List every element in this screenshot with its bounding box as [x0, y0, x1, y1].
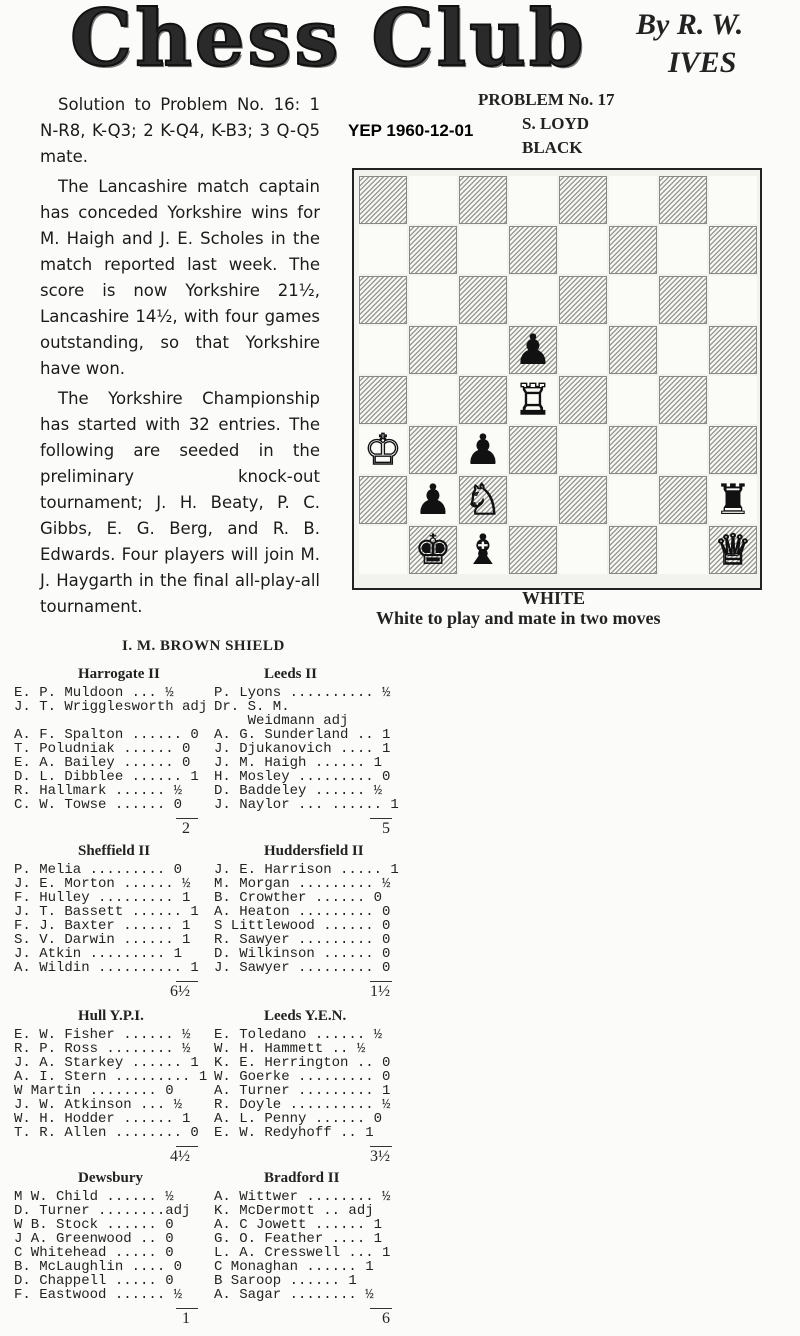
player-row: J. E. Harrison ..... 1 [214, 862, 399, 878]
board-square [559, 426, 607, 474]
player-row: B. McLaughlin .... 0 [14, 1259, 183, 1275]
board-square [559, 526, 607, 574]
problem-title: PROBLEM No. 17 [478, 90, 615, 109]
team-name: Leeds II [264, 666, 317, 682]
board-square [509, 526, 557, 574]
player-results [214, 1190, 390, 1302]
board-square [359, 476, 407, 524]
board-square [659, 476, 707, 524]
player-row: A. Heaton ......... 0 [214, 904, 391, 920]
board-square [359, 326, 407, 374]
white-knight-icon: ♘ [464, 475, 502, 524]
player-row: P. Melia ......... 0 [14, 862, 183, 878]
board-square [609, 426, 657, 474]
board-square [609, 526, 657, 574]
team-name: Huddersfield II [264, 843, 364, 859]
player-row: J A. Greenwood .. 0 [14, 1231, 174, 1247]
player-row: M. Morgan ......... ½ [214, 876, 391, 892]
player-row: S. V. Darwin ...... 1 [14, 932, 191, 948]
player-row: F. Eastwood ...... ½ [14, 1287, 183, 1303]
player-row: T. Poludniak ...... 0 [14, 741, 191, 757]
board-square [659, 426, 707, 474]
player-row: C Monaghan ...... 1 [214, 1259, 374, 1275]
player-row: E. W. Fisher ...... ½ [14, 1027, 191, 1043]
total-rule [370, 818, 392, 819]
board-square [409, 426, 457, 474]
player-row: B. Crowther ...... 0 [214, 890, 383, 906]
article-column [40, 92, 320, 624]
team-total: 1 [182, 1310, 190, 1327]
player-row: J. Naylor ... ...... 1 [214, 797, 399, 813]
player-row: W. H. Hodder ...... 1 [14, 1111, 191, 1127]
board-square [709, 376, 757, 424]
team-name: Sheffield II [78, 843, 151, 859]
player-row: A. I. Stern ......... 1 [14, 1069, 208, 1085]
match-report-paragraph: The Lancashire match captain has conceded Yorkshire wins for M. Haigh and J. E. Scholes in the match reported last week. The score is now Yorkshire 21½, Lancashire 14½, with four games outstanding, so that Yorkshire have won. [40, 177, 320, 378]
player-row: F. J. Baxter ...... 1 [14, 918, 191, 934]
player-row: L. A. Cresswell ... 1 [214, 1245, 391, 1261]
player-row: A. C Jowett ...... 1 [214, 1217, 383, 1233]
byline-author: IVES [668, 46, 737, 79]
player-results [214, 686, 399, 812]
player-results [14, 1190, 190, 1302]
board-square [509, 426, 557, 474]
player-row: D. Turner ........adj [14, 1203, 191, 1219]
team-total: 6 [382, 1310, 390, 1327]
white-queen-icon: ♕ [714, 525, 752, 574]
board-square [509, 476, 557, 524]
black-bishop-icon: ♝ [464, 525, 502, 574]
player-row: W Martin ........ 0 [14, 1083, 174, 1099]
player-row: Weidmann adj [214, 713, 349, 729]
board-square [709, 176, 757, 224]
black-king-icon: ♚ [414, 525, 452, 574]
player-results [214, 1028, 390, 1140]
board-square [709, 276, 757, 324]
board-square [559, 176, 607, 224]
total-rule [370, 1308, 392, 1309]
board-square [609, 476, 657, 524]
player-row: A. Sagar ........ ½ [214, 1287, 374, 1303]
player-row: T. R. Allen ........ 0 [14, 1125, 199, 1141]
total-rule [176, 981, 198, 982]
player-row: C Whitehead ..... 0 [14, 1245, 174, 1261]
team-name: Harrogate II [78, 666, 160, 682]
board-square [609, 276, 657, 324]
board-square [359, 176, 407, 224]
archive-stamp: YEP 1960-12-01 [348, 121, 474, 140]
chess-board [352, 168, 762, 590]
black-side-label: BLACK [522, 138, 583, 157]
player-row: A. F. Spalton ...... 0 [14, 727, 199, 743]
board-square [659, 376, 707, 424]
player-row: W. Goerke ......... 0 [214, 1069, 391, 1085]
board-square [459, 176, 507, 224]
total-rule [176, 818, 198, 819]
board-square [659, 326, 707, 374]
board-square [409, 276, 457, 324]
team-total: 5 [382, 820, 390, 837]
player-row [14, 714, 207, 728]
board-square [709, 226, 757, 274]
player-row: G. O. Feather .... 1 [214, 1231, 383, 1247]
board-square [509, 176, 557, 224]
board-square [559, 376, 607, 424]
board-square [409, 376, 457, 424]
black-pawn-icon: ♟ [414, 475, 452, 524]
player-row: H. Mosley ......... 0 [214, 769, 391, 785]
player-row: R. P. Ross ........ ½ [14, 1041, 191, 1057]
championship-paragraph: The Yorkshire Championship has started with 32 entries. The following are seeded in the preliminary knock-out tournament; J. H. Beaty, P. C. Gibbs, E. G. Berg, and R. B. Edwards. Four players will join M. J. Haygarth in the final all-play-all tournament. [40, 389, 320, 616]
player-row: E. Toledano ...... ½ [214, 1027, 383, 1043]
player-row: R. Doyle .......... ½ [214, 1097, 391, 1113]
byline-line-1: By R. W. [636, 8, 744, 41]
player-row: J. T. Wrigglesworth adj [14, 699, 208, 715]
black-rook-icon: ♜ [714, 475, 752, 524]
player-row: M W. Child ...... ½ [14, 1189, 174, 1205]
team-name: Bradford II [264, 1170, 340, 1186]
team-total: 2 [182, 820, 190, 837]
white-king-icon: ♔ [364, 425, 402, 474]
team-name: Hull Y.P.I. [78, 1008, 144, 1024]
player-row: J. A. Starkey ...... 1 [14, 1055, 199, 1071]
team-total: 4½ [170, 1148, 190, 1165]
player-row: R. Sawyer ......... 0 [214, 932, 391, 948]
problem-task: White to play and mate in two moves [376, 608, 661, 628]
byline [636, 6, 743, 82]
player-row: D. Chappell ..... 0 [14, 1273, 174, 1289]
player-row: F. Hulley ......... 1 [14, 890, 191, 906]
player-row: W. H. Hammett .. ½ [214, 1041, 366, 1057]
board-square [709, 326, 757, 374]
total-rule [370, 1146, 392, 1147]
player-row: D. L. Dibblee ...... 1 [14, 769, 199, 785]
board-square [359, 376, 407, 424]
player-row: D. Baddeley ...... ½ [214, 783, 383, 799]
black-pawn-icon: ♟ [514, 325, 552, 374]
player-row: A. Turner ......... 1 [214, 1083, 391, 1099]
player-row: S Littlewood ...... 0 [214, 918, 391, 934]
board-square [509, 226, 557, 274]
player-results [14, 863, 199, 975]
player-row: D. Wilkinson ...... 0 [214, 946, 391, 962]
board-square [609, 326, 657, 374]
player-row: P. Lyons .......... ½ [214, 685, 391, 701]
player-row: A. L. Penny ...... 0 [214, 1111, 383, 1127]
player-row: B Saroop ...... 1 [214, 1273, 357, 1289]
board-square [409, 176, 457, 224]
player-row: J. Sawyer ......... 0 [214, 960, 391, 976]
board-square [409, 326, 457, 374]
total-rule [176, 1308, 198, 1309]
player-row: K. McDermott .. adj [214, 1203, 374, 1219]
board-square [559, 326, 607, 374]
white-side-label: WHITE [522, 588, 586, 608]
player-row: J. Djukanovich .... 1 [214, 741, 391, 757]
board-square [459, 276, 507, 324]
player-row: J. E. Morton ...... ½ [14, 876, 191, 892]
problem-header [478, 88, 614, 160]
player-row: J. T. Bassett ...... 1 [14, 904, 199, 920]
board-square [359, 226, 407, 274]
solution-paragraph: Solution to Problem No. 16: 1 N-R8, K-Q3; 2 K-Q4, K-B3; 3 Q-Q5 mate. [40, 95, 320, 166]
team-name: Leeds Y.E.N. [264, 1008, 347, 1024]
player-row: R. Hallmark ...... ½ [14, 783, 183, 799]
board-square [459, 326, 507, 374]
player-row: C. W. Towse ...... 0 [14, 797, 183, 813]
board-square [659, 226, 707, 274]
masthead-title: Chess Club [70, 0, 587, 84]
total-rule [370, 981, 392, 982]
board-square [609, 226, 657, 274]
board-square [559, 226, 607, 274]
board-square [359, 276, 407, 324]
player-row: A. Wittwer ........ ½ [214, 1189, 391, 1205]
board-square [559, 276, 607, 324]
team-total: 3½ [370, 1148, 390, 1165]
board-square [659, 526, 707, 574]
board-square [609, 376, 657, 424]
board-square [709, 426, 757, 474]
player-row: J. W. Atkinson ... ½ [14, 1097, 183, 1113]
player-row: E. A. Bailey ...... 0 [14, 755, 191, 771]
board-square [659, 276, 707, 324]
player-results [214, 863, 399, 975]
player-results [14, 686, 207, 812]
team-name: Dewsbury [78, 1170, 144, 1186]
player-row: E. W. Redyhoff .. 1 [214, 1125, 374, 1141]
player-row: W B. Stock ...... 0 [14, 1217, 174, 1233]
board-square [409, 226, 457, 274]
problem-author: S. LOYD [522, 114, 590, 133]
player-row: J. Atkin ......... 1 [14, 946, 183, 962]
team-total: 1½ [370, 983, 390, 1000]
player-row: A. G. Sunderland .. 1 [214, 727, 391, 743]
player-results [14, 1028, 207, 1140]
player-row: E. P. Muldoon ... ½ [14, 685, 174, 701]
results-title: I. M. BROWN SHIELD [122, 638, 285, 654]
board-square [359, 526, 407, 574]
board-square [509, 276, 557, 324]
board-square [609, 176, 657, 224]
team-total: 6½ [170, 983, 190, 1000]
board-square [459, 376, 507, 424]
player-row: Dr. S. M. [214, 699, 290, 715]
player-row: K. E. Herrington .. 0 [214, 1055, 391, 1071]
player-row: J. M. Haigh ...... 1 [214, 755, 383, 771]
total-rule [176, 1146, 198, 1147]
player-row: A. Wildin .......... 1 [14, 960, 199, 976]
white-rook-icon: ♖ [514, 375, 552, 424]
board-square [659, 176, 707, 224]
black-pawn-icon: ♟ [464, 425, 502, 474]
board-square [459, 226, 507, 274]
board-square [559, 476, 607, 524]
